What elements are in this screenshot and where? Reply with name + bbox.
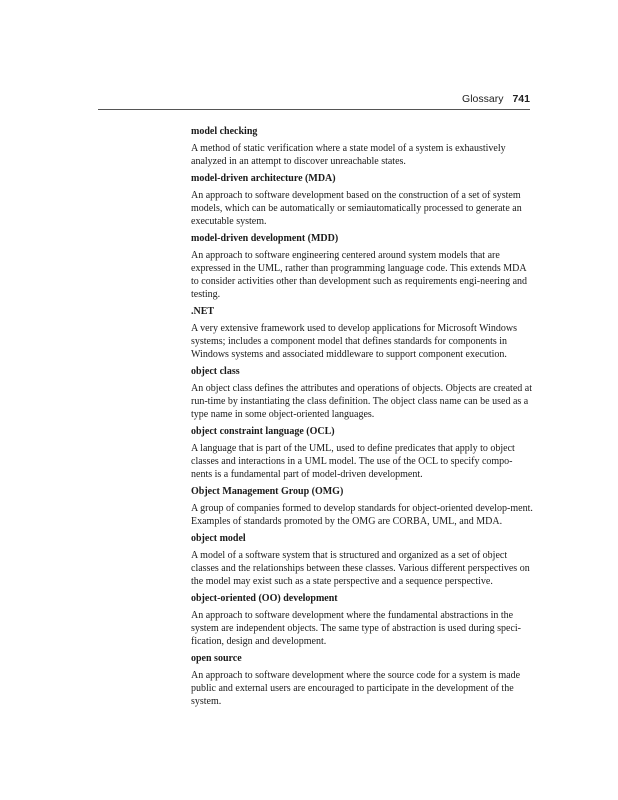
glossary-term: open source	[191, 653, 242, 664]
glossary-definition: A model of a software system that is structured and organized as a set of object classes and the relationships between these classes. Various different perspectives on the model may exist such as a state perspective and a sequence perspective.	[191, 550, 530, 587]
glossary-entries	[191, 125, 533, 712]
glossary-entry	[191, 125, 533, 168]
running-header	[98, 93, 530, 105]
glossary-entry	[191, 172, 533, 228]
page-number: 741	[512, 93, 530, 105]
glossary-term: object-oriented (OO) development	[191, 593, 338, 604]
glossary-entry	[191, 305, 533, 361]
glossary-entry	[191, 485, 533, 528]
glossary-entry	[191, 532, 533, 588]
glossary-term: object class	[191, 366, 240, 377]
glossary-term: model checking	[191, 126, 258, 137]
glossary-definition: An approach to software development where the source code for a system is made public and external users are encouraged to participate in the development of the system.	[191, 670, 521, 707]
glossary-entry	[191, 232, 533, 301]
header-rule	[98, 109, 530, 110]
section-title: Glossary	[462, 93, 504, 105]
glossary-definition: An object class defines the attributes and operations of objects. Objects are created at run-time by instantiating the class definition. The object class name can be used as a type name in some object-oriented languages.	[191, 383, 532, 420]
glossary-definition: A very extensive framework used to develop applications for Microsoft Windows systems; includes a component model that defines standards for components in Windows systems and associated middleware to support component execution.	[191, 323, 518, 360]
glossary-definition: An approach to software development based on the construction of a set of system models, which can be automatically or semiautomatically processed to generate an executable system.	[191, 190, 522, 227]
glossary-definition: A group of companies formed to develop standards for object-oriented develop-ment. Examples of standards promoted by the OMG are CORBA, UML, and MDA.	[191, 503, 533, 527]
glossary-definition: A language that is part of the UML, used to define predicates that apply to object classes and interactions in a UML model. The use of the OCL to specify compo-nents is a fundamental part of model-driven development.	[191, 443, 515, 480]
glossary-term: object model	[191, 533, 246, 544]
glossary-term: object constraint language (OCL)	[191, 426, 335, 437]
glossary-entry	[191, 652, 533, 708]
glossary-term: model-driven development (MDD)	[191, 233, 339, 244]
glossary-term: model-driven architecture (MDA)	[191, 173, 336, 184]
glossary-entry	[191, 365, 533, 421]
glossary-entry	[191, 425, 533, 481]
glossary-term: .NET	[191, 306, 215, 317]
glossary-entry	[191, 592, 533, 648]
glossary-definition: A method of static verification where a state model of a system is exhaustively analyzed in an attempt to discover unreachable states.	[191, 143, 506, 167]
glossary-definition: An approach to software engineering centered around system models that are expressed in the UML, rather than programming language code. This extends MDA to consider activities other than development such as requirements engi-neering and testing.	[191, 250, 528, 300]
glossary-definition: An approach to software development where the fundamental abstractions in the system are independent objects. The same type of abstraction is used during speci-fication, design and development.	[191, 610, 521, 647]
glossary-term: Object Management Group (OMG)	[191, 486, 344, 497]
